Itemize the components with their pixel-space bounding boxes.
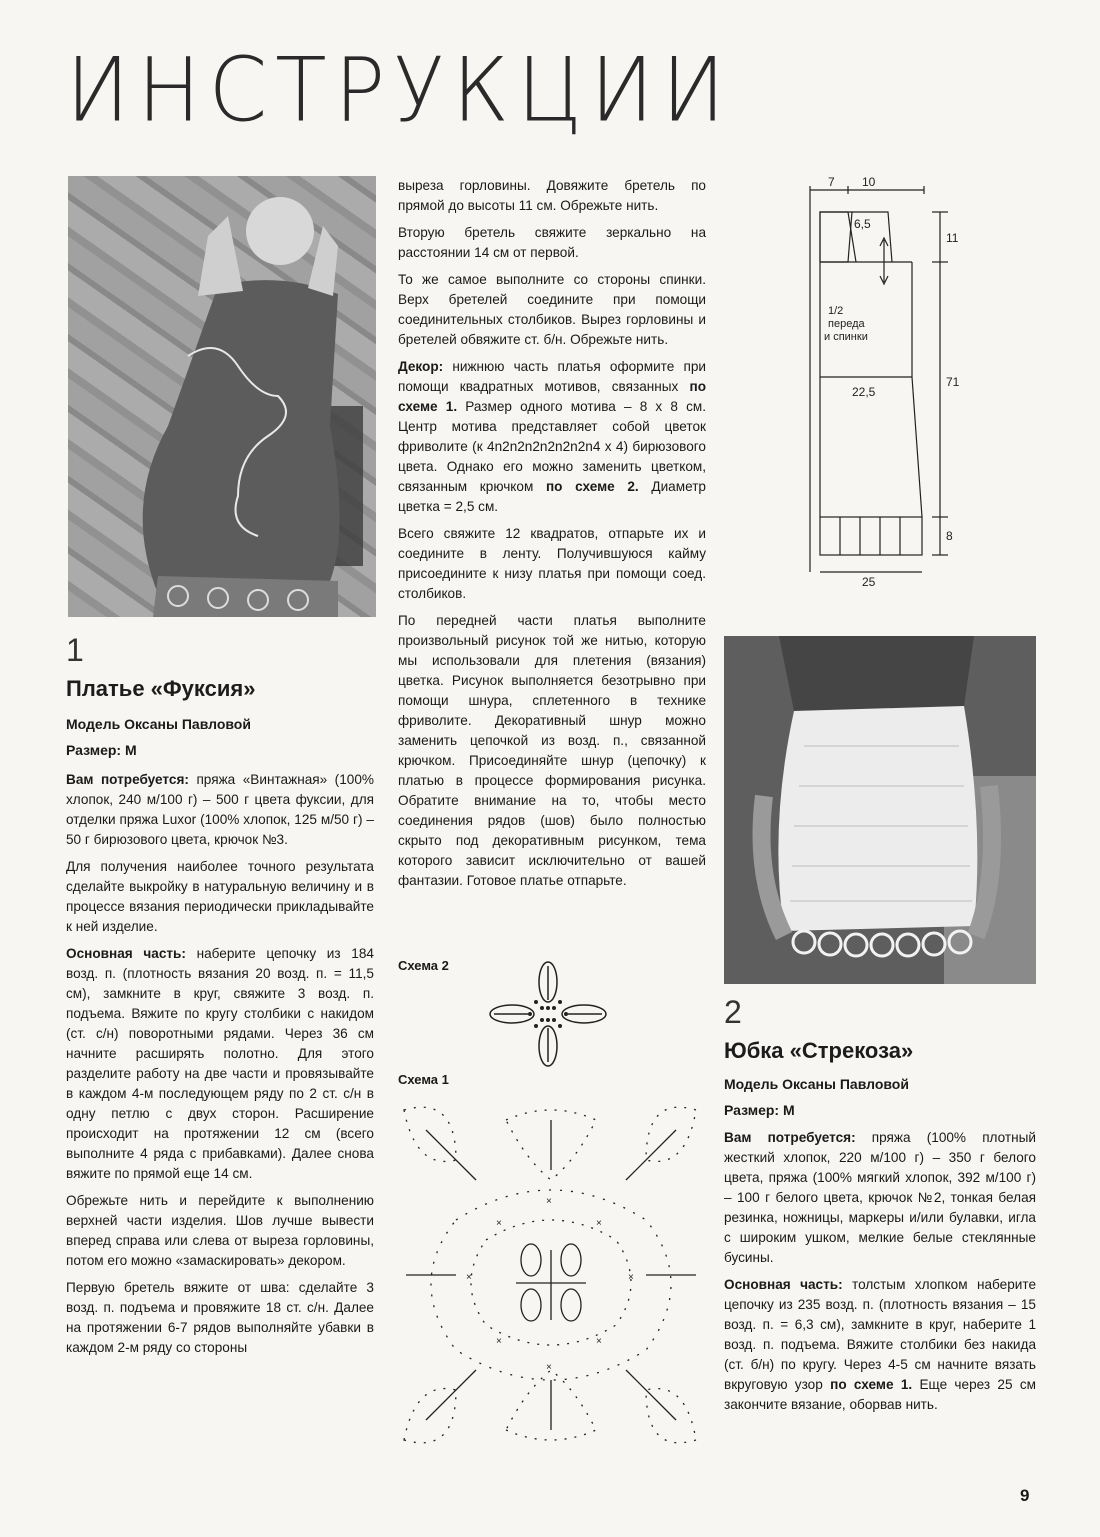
page-title: ИНСТРУКЦИИ (66, 38, 734, 142)
item1-title: Платье «Фуксия» (66, 676, 256, 701)
dim-71: 71 (946, 375, 960, 389)
scheme2-diagram (488, 960, 608, 1070)
page-number: 9 (1020, 1486, 1030, 1505)
main-label: Основная часть: (724, 1277, 843, 1292)
decor-scheme2-ref: по схеме 2. (545, 479, 639, 494)
item1-cont-para: выреза горловины. Довяжите бретель по прямой до высоты 11 см. Обрежьте нить. (398, 178, 706, 213)
diagram-label-3: и спинки (824, 331, 868, 343)
dim-11: 11 (946, 231, 959, 245)
item1-decor-para (398, 357, 706, 517)
item2-title: Юбка «Стрекоза» (724, 1038, 914, 1063)
svg-text:×: × (546, 1196, 552, 1207)
item1-number: 1 (66, 632, 84, 668)
item1-text-col1 (66, 770, 374, 1365)
materials-text: пряжа «Винтажная» (100% хлопок, 240 м/100 г) – 500 г цвета фуксии, для отделки пряжа Luxor (100% хлопок, 125 м/50 г) – 50 г бирюзового цвета, крючок №3. (66, 772, 374, 847)
dim-25: 25 (862, 575, 876, 589)
pattern-diagram (800, 172, 970, 592)
materials-label: Вам потребуется: (66, 772, 189, 787)
item1-materials (66, 770, 374, 850)
item1-size: Размер: М (66, 742, 137, 758)
item1-text-col2 (398, 176, 706, 898)
item1-model: Модель Оксаны Павловой (66, 716, 251, 732)
decor-scheme1-ref: по схеме 1. (398, 379, 706, 414)
dim-22-5: 22,5 (852, 385, 876, 399)
svg-text:×: × (546, 1362, 552, 1373)
main-label: Основная часть: (66, 946, 186, 961)
materials-text: пряжа (100% плотный жесткий хлопок, 220 м/100 г) – 350 г белого цвета, пряжа (100% мягкий хлопок, 392 м/100 г) – 100 г белого цвета, крючок №2, тонкая белая резинка, ножницы, маркеры и/или булавки, игла с широким ушком, мелкие белые стеклянные бусины. (724, 1130, 1036, 1265)
item2-materials (724, 1128, 1036, 1268)
item2-model: Модель Оксаны Павловой (724, 1076, 909, 1092)
item1-pattern-para: Для получения наиболее точного результата сделайте выкройку в натуральную величину и в процессе вязания периодически прикладывайте к ней изделие. (66, 859, 374, 934)
item2-text-col (724, 1128, 1036, 1422)
svg-text:×: × (596, 1336, 602, 1347)
dim-10: 10 (862, 175, 876, 189)
scheme2-label: Схема 2 (398, 958, 449, 973)
main-text-2: Еще через 25 см закончите вязание, оборвав нить. (724, 1377, 1036, 1412)
diagram-label-1: 1/2 (828, 305, 844, 317)
decor-label: Декор: (398, 359, 444, 374)
item1-front-para: По передней части платья выполните произвольный рисунок той же нитью, которую мы использовали для плетения (вязания) цветка. Рисунок выполняется безотрывно при помощи шнура, сплетенного в технике фриволите. Декоративный шнур можно заменить цепочкой из возд. п., связанной крючком. Присоединяйте шнур (цепочку) к платью в процессе формирования рисунка. Обратите внимание на то, чтобы место соединения рядов (шов) было полностью скрыто под декоративным рисунком, тема которого зависит исключительно от вашей фантазии. Готовое платье отпарьте. (398, 613, 706, 888)
svg-text:×: × (628, 1272, 634, 1283)
materials-label: Вам потребуется: (724, 1130, 856, 1145)
dim-7: 7 (828, 175, 835, 189)
item2-number: 2 (724, 994, 742, 1030)
item1-main-part (66, 944, 374, 1184)
svg-text:×: × (596, 1218, 602, 1229)
item1-back-para: То же самое выполните со стороны спинки. Верх бретелей соедините при помощи соединительных столбиков. Вырез горловины и бретелей обвяжите ст. б/н. Обрежьте нить. (398, 272, 706, 347)
skirt-photo (724, 636, 1036, 984)
dress-photo (68, 176, 376, 617)
svg-text:×: × (496, 1218, 502, 1229)
item2-main-part (724, 1275, 1036, 1415)
main-text: наберите цепочку из 184 возд. п. (плотность вязания 20 возд. п. = 11,5 см), замкните в круг, свяжите 3 возд. п. подъема. Вяжите по кругу столбики с накидом (ст. с/н) поворотными рядами. Через 36 см начните расширять полотно. Для этого разделите работу на две части и провязывайте в каждом 4-м последующем ряду по 2 ст. с/н в одну петлю с двух сторон. Расширение происходит на протяжении 12 см (всего выполните 4 ряда с прибавками). Далее снова вяжите по прямой еще 14 см. (66, 946, 374, 1181)
diagram-label-2: переда (828, 318, 865, 330)
scheme1-diagram (396, 1100, 706, 1450)
skirt-photo-illustration (724, 636, 1036, 984)
decor-text-3: Диаметр цветка = 2,5 см. (398, 479, 706, 514)
item1-squares-para: Всего свяжите 12 квадратов, отпарьте их и соедините в ленту. Получившуюся кайму присоедините к низу платья при помощи соед. столбиков. (398, 526, 706, 601)
item1-strap2-para: Вторую бретель свяжите зеркально на расстоянии 14 см от первой. (398, 225, 706, 260)
dim-8: 8 (946, 529, 953, 543)
decor-text-2: Размер одного мотива – 8 х 8 см. Центр мотива представляет собой цветок фриволите (к 4n2n2n2n2n2n2n4 х 4) бирюзового цвета. Однако его можно заменить цветком, связанным крючком (398, 399, 706, 494)
main-text: толстым хлопком наберите цепочку из 235 возд. п. (плотность вязания – 15 возд. п. = 6,3 см), замкните в круг, наберите 1 возд. п. подъема. Вяжите столбики без накида (ст. б/н) по кругу. Через 4-5 см начните вязать вкруговую узор (724, 1277, 1037, 1392)
decor-text-1: нижнюю часть платья оформите при помощи квадратных мотивов, связанных (398, 359, 706, 394)
item2-size: Размер: М (724, 1102, 795, 1118)
svg-text:×: × (466, 1272, 472, 1283)
scheme1-label: Схема 1 (398, 1072, 449, 1087)
main-scheme-ref: по схеме 1. (830, 1377, 913, 1392)
dim-6-5: 6,5 (854, 217, 871, 231)
item1-strap1-para: Первую бретель вяжите от шва: сделайте 3 возд. п. подъема и провяжите 18 ст. с/н. Далее на протяжении 6-7 рядов выполняйте убавки в каждом 2-м ряду со стороны (66, 1280, 374, 1355)
dress-photo-illustration (68, 176, 376, 617)
svg-text:×: × (496, 1336, 502, 1347)
item1-top-para: Обрежьте нить и перейдите к выполнению верхней части изделия. Шов лучше вывести вперед справа или слева от выреза горловины, потом его можно «замаскировать» декором. (66, 1193, 374, 1268)
